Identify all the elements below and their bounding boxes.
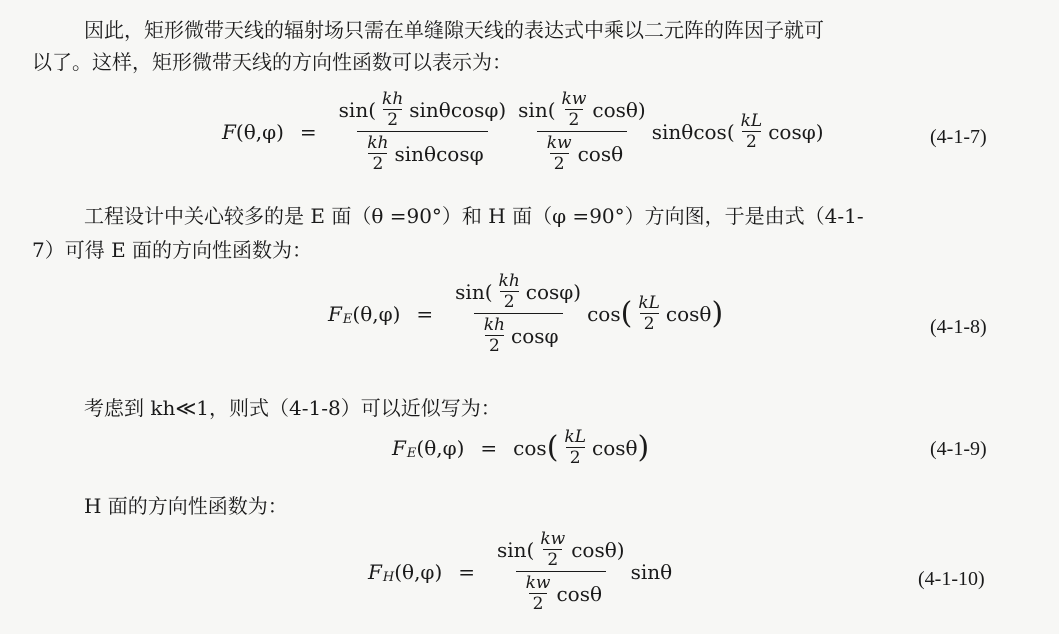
- function-symbol: F: [222, 119, 236, 144]
- function-args: (θ,φ): [352, 301, 401, 326]
- paragraph-line: 考虑到 kh≪1，则式（4-1-8）可以近似写为：: [84, 396, 501, 420]
- fraction-kh: sin( $\frac{kh}{2}$ cosφ ) $\frac{kh}{2}$ cosφ: [455, 271, 582, 356]
- equation-4-1-10: F H (θ,φ) = sin( $\frac{kw}{2}$ cosθ ) $\frac{kw}{2}$ cosθ sinθ: [368, 529, 673, 614]
- paragraph-line: H 面的方向性函数为：: [84, 494, 288, 518]
- equation-4-1-7: F (θ,φ) = sin( $\frac{kh}{2}$ sinθcosφ ) $\frac{kh}{2}$ sinθcosφ sin( $\frac{kw}{2}$ cosθ ) $\frac{kw}{2}$ cosθ sinθcos( $\frac{kL}{2}$ cosφ ): [222, 89, 824, 174]
- equation-number: (4-1-8): [930, 316, 987, 338]
- equation-4-1-8: F E (θ,φ) = sin( $\frac{kh}{2}$ cosφ ) $\frac{kh}{2}$ cosφ cos ( $\frac{kL}{2}$ cosθ ): [328, 271, 724, 356]
- paragraph-line: 因此，矩形微带天线的辐射场只需在单缝隙天线的表达式中乘以二元阵的阵因子就可: [84, 18, 824, 42]
- paragraph-line: 以了。这样，矩形微带天线的方向性函数可以表示为：: [32, 50, 512, 74]
- fraction-kh: sin( $\frac{kh}{2}$ sinθcosφ ) $\frac{kh}{2}$ sinθcosφ: [338, 89, 507, 174]
- equation-number: (4-1-9): [930, 438, 987, 460]
- paragraph-line: 7）可得 E 面的方向性函数为：: [32, 238, 313, 262]
- fraction-kw: sin( $\frac{kw}{2}$ cosθ ) $\frac{kw}{2}$ cosθ: [518, 89, 646, 174]
- equation-number: (4-1-10): [918, 568, 985, 590]
- fraction-kw: sin( $\frac{kw}{2}$ cosθ ) $\frac{kw}{2}$ cosθ: [497, 529, 625, 614]
- function-args: (θ,φ): [235, 119, 284, 144]
- equals-sign: =: [299, 119, 317, 144]
- equation-number: (4-1-7): [930, 126, 987, 148]
- paragraph-line: 工程设计中关心较多的是 E 面（θ =90°）和 H 面（φ =90°）方向图，于是由式（4-1-: [84, 204, 864, 228]
- equation-4-1-9: F E (θ,φ) = cos ( $\frac{kL}{2}$ cosθ ): [392, 427, 650, 468]
